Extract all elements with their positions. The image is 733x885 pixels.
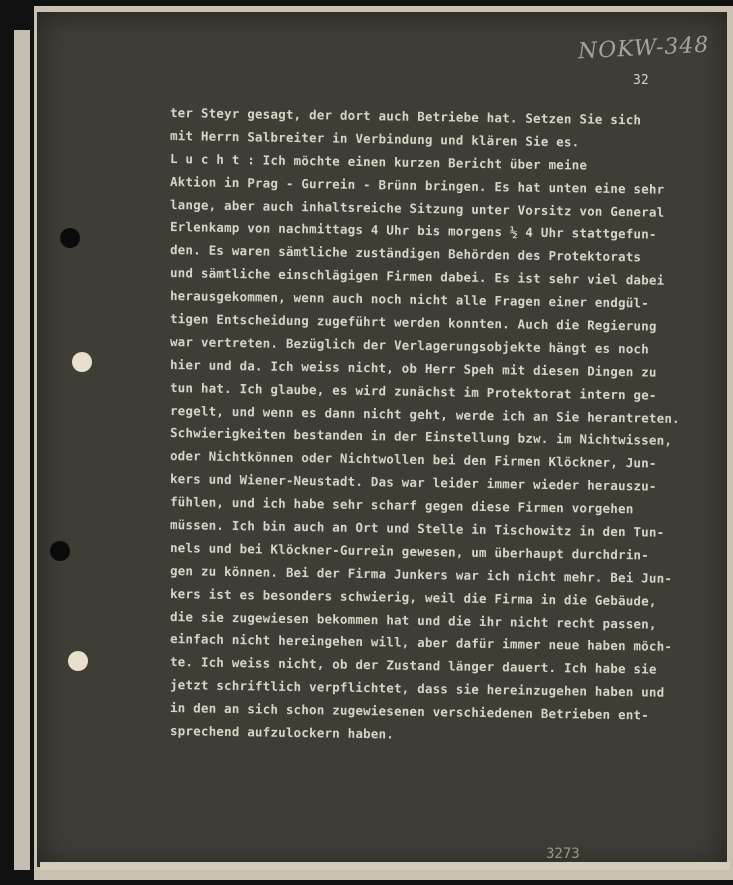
text-line: kers und Wiener-Neustadt. Das war leider immer wieder herauszu-: [169, 471, 657, 494]
text-line: tigen Entscheidung zugeführt werden konnten. Auch die Regierung: [169, 311, 657, 334]
text-line: sprechend aufzulockern haben.: [169, 723, 395, 742]
text-line: fühlen, und ich habe sehr scharf gegen diese Firmen vorgehen: [169, 494, 634, 517]
text-line: te. Ich weiss nicht, ob der Zustand länger dauert. Ich habe sie: [169, 654, 657, 678]
text-line: Erlenkamp von nachmittags 4 Uhr bis morgens ½ 4 Uhr stattgefun-: [169, 219, 657, 243]
text-line: und sämtliche einschlägigen Firmen dabei. Es ist sehr viel dabei: [169, 265, 665, 289]
text-line: kers ist es besonders schwierig, weil die Firma in die Gebäude,: [169, 585, 657, 609]
text-line: war vertreten. Bezüglich der Verlagerungsobjekte hängt es noch: [169, 333, 650, 357]
text-line: die sie zugewiesen bekommen hat und die ihr nicht recht passen,: [169, 608, 657, 632]
punch-hole: [72, 352, 92, 372]
text-line: L u c h t : Ich möchte einen kurzen Bericht über meine: [169, 150, 588, 173]
text-line: oder Nichtkönnen oder Nichtwollen bei den Firmen Klöckner, Jun-: [169, 448, 657, 472]
paper-bottom-edge: [40, 862, 730, 870]
text-line: Aktion in Prag - Gurrein - Brünn bringen. Es hat unten eine sehr: [169, 173, 665, 197]
document-stamp: NOKW-348: [577, 32, 710, 65]
typed-text-body: [170, 102, 690, 743]
text-line: den. Es waren sämtliche zuständigen Behörden des Protektorats: [169, 242, 642, 265]
text-line: mit Herrn Salbreiter in Verbindung und klären Sie es.: [169, 127, 580, 150]
page-number: 32: [633, 73, 649, 88]
archive-number: 3273: [546, 846, 580, 862]
text-line: regelt, und wenn es dann nicht geht, werde ich an Sie herantreten.: [169, 402, 680, 426]
text-line: müssen. Ich bin auch an Ort und Stelle in Tischowitz in den Tun-: [169, 517, 665, 540]
text-line: lange, aber auch inhaltsreiche Sitzung unter Vorsitz von General: [169, 196, 665, 220]
text-line: in den an sich schon zugewiesenen verschiedenen Betrieben ent-: [169, 700, 650, 723]
text-line: ter Steyr gesagt, der dort auch Betriebe hat. Setzen Sie sich: [169, 105, 642, 128]
punch-hole: [68, 651, 88, 671]
text-line: nels und bei Klöckner-Gurrein gewesen, um überhaupt durchdrin-: [169, 539, 650, 563]
text-line: jetzt schriftlich verpflichtet, dass sie hereinzugehen haben und: [169, 677, 665, 701]
text-line: gen zu können. Bei der Firma Junkers war ich nicht mehr. Bei Jun-: [169, 562, 673, 586]
text-line: einfach nicht hereingehen will, aber dafür immer neue haben möch-: [169, 631, 673, 655]
text-line: tun hat. Ich glaube, es wird zunächst im Protektorat intern ge-: [169, 379, 657, 403]
binder-strip: [14, 30, 30, 870]
text-line: hier und da. Ich weiss nicht, ob Herr Speh mit diesen Dingen zu: [169, 356, 657, 380]
punch-hole: [50, 541, 70, 561]
punch-hole: [60, 228, 80, 248]
text-line: Schwierigkeiten bestanden in der Einstellung bzw. im Nichtwissen,: [169, 425, 673, 449]
text-line: herausgekommen, wenn auch noch nicht alle Fragen einer endgül-: [169, 288, 650, 311]
